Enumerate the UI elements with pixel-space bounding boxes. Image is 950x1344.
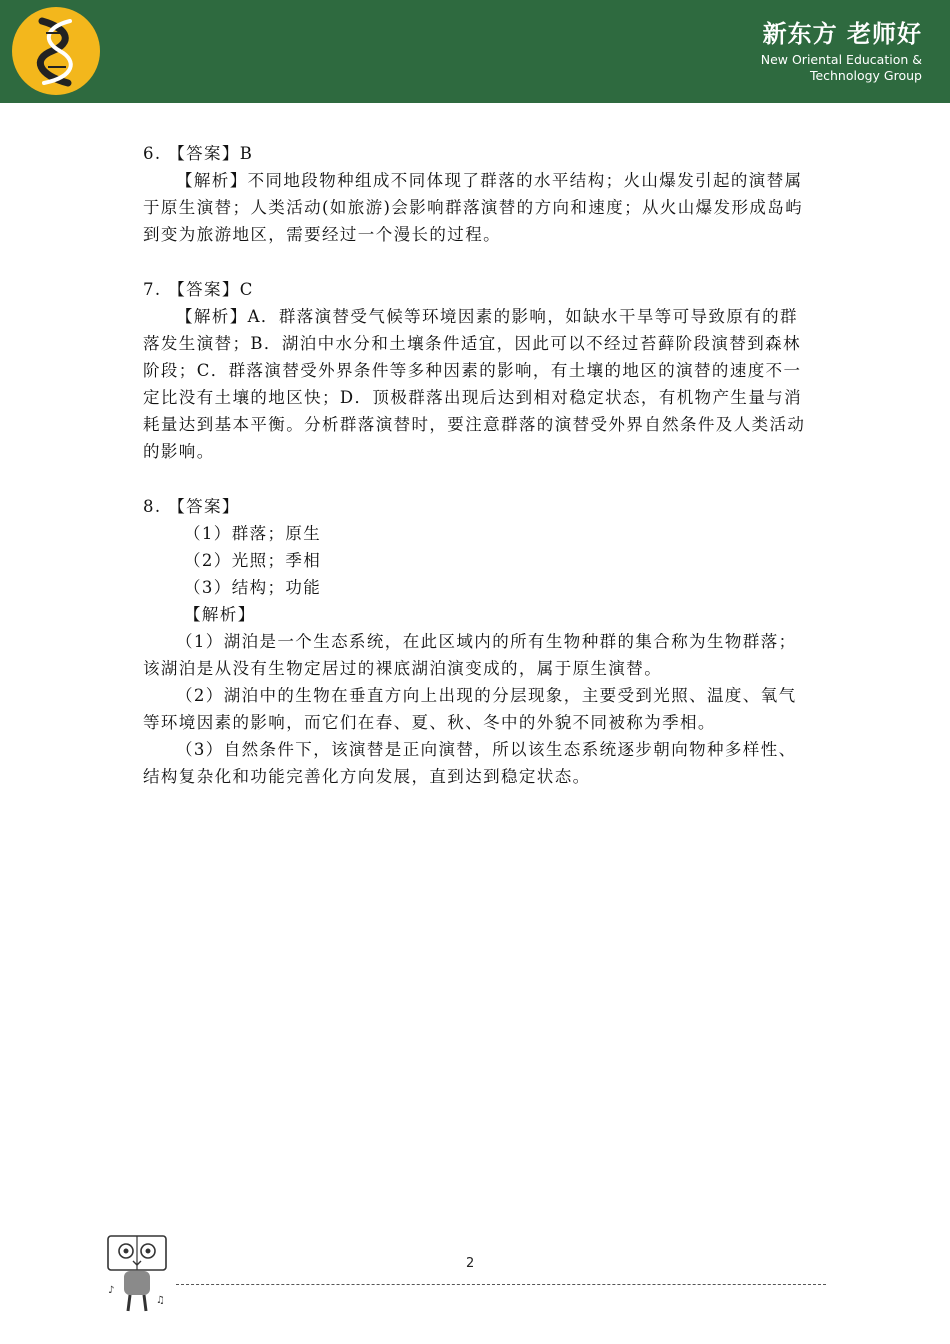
q8-explanation-2: （2）湖泊中的生物在垂直方向上出现的分层现象，主要受到光照、温度、氧气等环境因素的影响，而它们在春、夏、秋、冬中的外貌不同被称为季相。 xyxy=(143,686,797,732)
footer-divider xyxy=(176,1284,826,1285)
mascot-reading-icon xyxy=(102,1233,172,1315)
new-oriental-logo-icon xyxy=(12,7,100,95)
brand-title: 新东方 老师好 xyxy=(762,20,922,48)
page-header xyxy=(0,0,950,103)
q6-analysis: 【解析】不同地段物种组成不同体现了群落的水平结构；火山爆发引起的演替属于原生演替；人类活动(如旅游)会影响群落演替的方向和速度；从火山爆发形成岛屿到变为旅游地区，需要经过一个漫长的过程。 xyxy=(143,171,804,244)
answer-content xyxy=(143,140,807,790)
brand-subtitle-line1: New Oriental Education & xyxy=(760,52,922,67)
q7-answer: 7. 【答案】C xyxy=(143,280,254,299)
q8-answer-2: （2）光照；季相 xyxy=(184,551,322,570)
brand-subtitle-line2: Technology Group xyxy=(809,68,922,83)
q8-explanation-1: （1）湖泊是一个生态系统，在此区域内的所有生物种群的集合称为生物群落；该湖泊是从没有生物定居过的裸底湖泊演变成的，属于原生演替。 xyxy=(143,632,797,678)
brand-block xyxy=(761,18,922,84)
q7-analysis: 【解析】A．群落演替受气候等环境因素的影响，如缺水干旱等可导致原有的群落发生演替；B．湖泊中水分和土壤条件适宜，因此可以不经过苔藓阶段演替到森林阶段；C．群落演替受外界条件等多种因素的影响，有土壤的地区的演替的速度不一定比没有土壤的地区快；D．顶极群落出现后达到相对稳定状态，有机物产生量与消耗量达到基本平衡。分析群落演替时，要注意群落的演替受外界自然条件及人类活动的影响。 xyxy=(143,307,806,461)
q8-analysis-label: 【解析】 xyxy=(184,605,256,624)
svg-text:♫: ♫ xyxy=(156,1295,165,1306)
q8-answer-1: （1）群落；原生 xyxy=(184,524,322,543)
q8-answer: 8. 【答案】 xyxy=(143,497,240,516)
page-number: 2 xyxy=(466,1256,475,1271)
q8-explanation-3: （3）自然条件下，该演替是正向演替，所以该生态系统逐步朝向物种多样性、结构复杂化和功能完善化方向发展，直到达到稳定状态。 xyxy=(143,740,797,786)
svg-text:♪: ♪ xyxy=(108,1285,115,1296)
q6-answer: 6. 【答案】B xyxy=(143,144,254,163)
q8-answer-3: （3）结构；功能 xyxy=(184,578,322,597)
